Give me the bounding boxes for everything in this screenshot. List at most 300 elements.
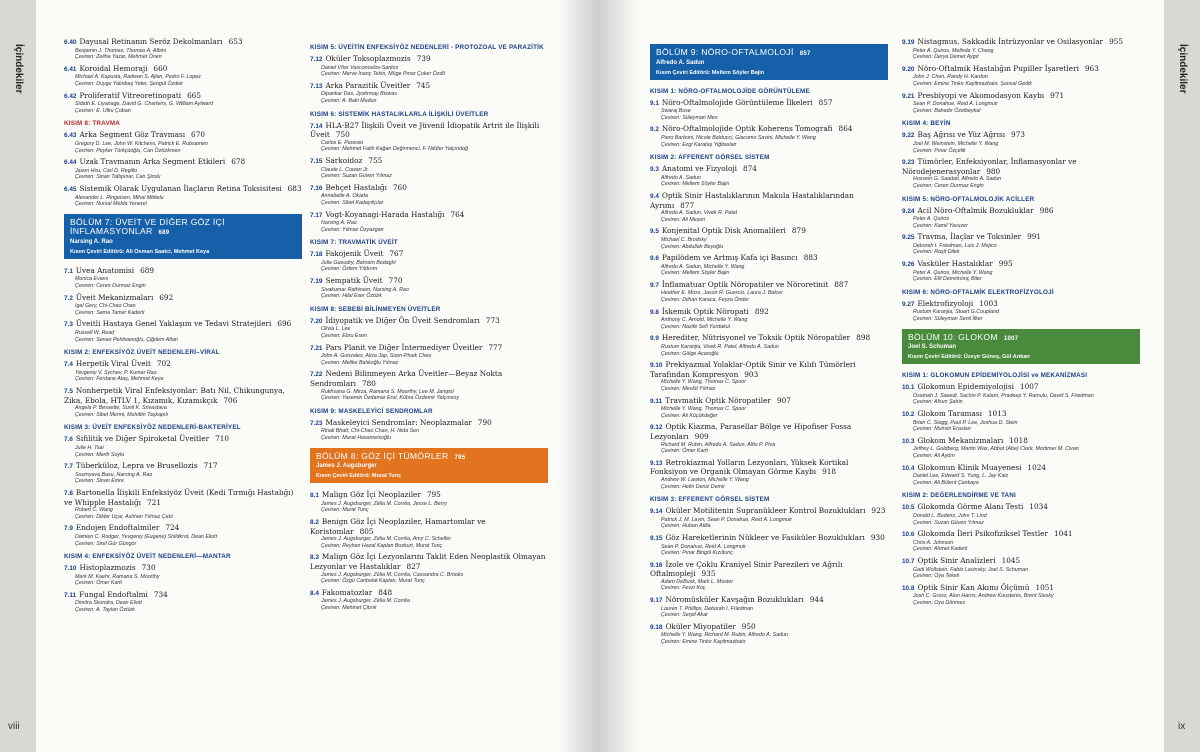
chapter-number: 7.22	[310, 371, 323, 379]
toc-entry	[310, 491, 548, 514]
chapter-number: 7.6	[64, 436, 73, 444]
chapter-title: Sistemik Olarak Uygulanan İlaçların Retina Toksisitesi	[79, 183, 282, 193]
translators: Çeviren: Sema Tamer Kaderli	[75, 309, 145, 316]
authors: Angela P. Bessette, Sunil K. Srivastava	[75, 405, 167, 412]
section-heading: KISIM 3: EFFERENT GÖRSEL SİSTEM	[650, 496, 770, 504]
authors: Heather E. Moss, Jason R. Guercio, Laura J. Balcer	[661, 290, 783, 297]
page-ref: 745	[416, 80, 431, 90]
entry-title-line	[310, 491, 548, 501]
authors: Daniel Vítor Vasconcelos-Santos	[321, 64, 399, 71]
toc-entry	[650, 254, 888, 277]
section-heading: KISIM 8: SEBEBİ BİLİNMEYEN ÜVEİTLER	[310, 305, 441, 313]
page-ref: 724	[165, 523, 180, 533]
entry-title-line	[310, 55, 548, 65]
toc-entry	[902, 65, 1140, 88]
entry-title-line	[902, 437, 1140, 447]
page-ref: 935	[701, 569, 716, 579]
toc-entry	[650, 423, 888, 454]
chapter-title: Optik Sinir Analizleri	[917, 555, 996, 565]
translators: Çeviren: Oya Tekeli	[913, 573, 960, 580]
toc-entry	[64, 564, 302, 587]
section-heading: KISIM 4: BEYİN	[902, 120, 951, 128]
page-ref: 660	[153, 63, 168, 73]
chapter-title: Travmatik Optik Nöropatiler	[665, 395, 771, 405]
chapter-number: 6.43	[64, 132, 77, 140]
translators: Çeviren: Murat Hasanreisoğlu	[321, 434, 392, 441]
part-editor: Kısım Çeviri Editörü: Ali Osman Saatci, Mehmet Keya	[70, 248, 210, 255]
entry-title-line	[902, 158, 1140, 176]
toc-entry	[310, 589, 548, 612]
left-gutter-shadow	[558, 0, 598, 752]
chapter-title: Göz Hareketlerinin Nükleer ve Fasiküler Bozuklukları	[665, 532, 865, 542]
part-editor: Kısım Çeviri Editörü: Üzeyir Güneş, Gül Arıkan	[908, 354, 1030, 361]
authors: Alfredo A. Sadun	[661, 174, 701, 181]
chapter-title: Vogt-Koyanagi-Harada Hastalığı	[325, 209, 445, 219]
authors: Jason Hsu, Carl D. Regillo	[75, 167, 138, 174]
entry-title-line	[64, 158, 302, 168]
section-heading: KISIM 2: AFFERENT GÖRSEL SİSTEM	[650, 154, 770, 162]
page-ref: 980	[986, 166, 1001, 176]
entry-title-line	[650, 227, 888, 237]
authors: Dimitra Skondra, Dean Eliott	[75, 600, 142, 607]
chapter-number: 9.25	[902, 234, 915, 242]
chapter-title: Nedeni Bilinmeyen Arka Üveitler—Beyaz Nokta Sendromları	[310, 369, 503, 388]
authors: Lauren T. Phillips, Deborah I. Friedman	[661, 605, 753, 612]
toc-entry	[650, 99, 888, 122]
chapter-number: 9.21	[902, 92, 915, 100]
page-ref: 918	[822, 467, 837, 477]
toc-entry	[902, 300, 1140, 323]
translators: Çeviren: Muhsin Eraslan	[913, 426, 971, 433]
translators: Çeviren: Emine Tinkır Kayitmazbatır, Şansal Gedik	[913, 80, 1032, 87]
part-editor: Kısım Çeviri Editörü: Murat Tunç	[316, 473, 402, 480]
chapter-number: 10.3	[902, 437, 915, 445]
entry-title-line	[310, 157, 548, 167]
translators: Çeviren: Gölge Acaroğlu	[661, 350, 719, 357]
chapter-title: Arka Segment Göz Travması	[79, 130, 186, 140]
page-ref: 670	[191, 130, 205, 140]
section-heading: KISIM 5: ÜVEİTİN ENFEKSİYÖZ NEDENLERİ - PROTOZOAL VE PARAZİTİK	[310, 44, 544, 51]
chapter-title: HLA-B27 İlişkili Üveit ve Jüvenil İdiopatik Artrit ile İlişkili Üveit	[310, 120, 540, 140]
chapter-number: 7.4	[64, 361, 73, 369]
translators: Çeviren: Nursal Melda Yenerel	[75, 201, 147, 208]
authors: Donald L. Budenz, John T. Lind	[913, 512, 987, 519]
toc-entry	[310, 344, 548, 367]
page-ref: 683	[287, 183, 302, 193]
chapter-number: 9.19	[902, 39, 915, 46]
translators: Çeviren: Nazife Sefi Yurdakul	[661, 323, 730, 330]
chapter-number: 7.5	[64, 388, 73, 395]
toc-entry	[650, 125, 888, 148]
toc-entry	[64, 360, 302, 383]
translators: Çeviren: Derya Demet Aygıt	[913, 54, 979, 61]
entry-title-line	[650, 254, 888, 264]
chapter-title: Glokom Mekanizmaları	[917, 435, 1004, 445]
chapter-title: İzole ve Çoklu Kraniyel Sinir Parezileri ve Ağrılı Oftalmopleji	[650, 559, 843, 579]
authors: Alfredo A. Sadun, Michelle Y. Wang	[661, 263, 745, 270]
translators: Çeviren: Kamil Yavuzer	[913, 222, 968, 229]
chapter-title: Fungal Endoftalmi	[79, 589, 148, 599]
chapter-number: 9.14	[650, 508, 663, 516]
toc-entry	[650, 192, 888, 223]
authors: Robert C. Wang	[75, 507, 113, 514]
authors: Andrew W. Lawton, Michelle Y. Wang	[661, 476, 749, 483]
part-title: BÖLÜM 7: ÜVEİT VE DİĞER GÖZ İÇİ İNFLAMASYONLAR	[70, 216, 225, 237]
chapter-title: Elektrofizyoloji	[917, 298, 974, 308]
page-ref: 805	[359, 526, 374, 536]
toc-entry	[64, 65, 302, 88]
entry-title-line	[64, 387, 302, 405]
chapter-number: 7.9	[64, 525, 73, 533]
authors: Yevgeniy V. Sychev, P. Kumar Rao	[75, 369, 157, 376]
section-heading: KISIM 2: ENFEKSİYÖZ ÜVEİT NEDENLERİ–VİRAL	[64, 349, 220, 357]
authors: Rustum Karanjia, Vivek R. Patel, Alfredo A. Sadun	[661, 344, 779, 351]
toc-entry	[650, 361, 888, 392]
page-ref: 721	[147, 497, 161, 507]
authors: Mark M. Kaehr, Ramana S. Moorthy	[75, 573, 160, 580]
authors: Gregory D. Lee, John W. Kitchens, Patrick E. Rubsamen	[75, 140, 208, 147]
chapter-title: Koroidal Hemoraji	[79, 63, 148, 73]
translators: Çeviren: Duygu Yalınbaş Yeter, Şengül Özdek	[75, 80, 183, 87]
toc-entry	[902, 437, 1140, 460]
translators: Çeviren: Murat Tunç	[321, 507, 369, 514]
entry-title-line	[650, 361, 888, 379]
entry-title-line	[310, 589, 548, 599]
translators: Çeviren: Suzan Güven Yılmaz	[321, 173, 392, 180]
part-header-box	[310, 448, 548, 484]
authors: Rinali Bhatt, Chi-Chao Chan, H. Nida Sen	[321, 428, 420, 435]
chapter-number: 7.11	[64, 591, 77, 599]
chapter-title: Sifilitik ve Diğer Spiroketal Üveitler	[75, 434, 210, 444]
entry-title-line	[902, 92, 1140, 102]
page-ref: 795	[426, 490, 441, 500]
part-title-line	[316, 452, 542, 464]
page-ref: 874	[742, 164, 757, 174]
chapter-number: 9.22	[902, 132, 915, 140]
entry-title-line	[64, 489, 302, 507]
translators: Çeviren: Ali Aydın	[913, 452, 955, 459]
page-ref: 739	[416, 54, 431, 63]
entry-title-line	[902, 131, 1140, 141]
page-ref: 1024	[1027, 462, 1046, 472]
toc-entry	[64, 131, 302, 154]
chapter-number: 7.1	[64, 267, 73, 275]
entry-title-line	[902, 260, 1140, 270]
page-ref: 665	[187, 90, 202, 100]
translators: Çeviren: Mehmet Fatih Kağan Değirmenci, F. Nilüfer Yalçındağ	[321, 146, 468, 153]
translators: Çeviren: Ebru Esen	[321, 333, 367, 340]
page-ref: 1051	[1035, 582, 1055, 592]
toc-entry	[310, 55, 548, 78]
page-ref: 827	[406, 561, 421, 571]
chapter-number: 7.17	[310, 211, 323, 219]
page-ref: 730	[141, 563, 156, 573]
translators: Çeviren: Melike Balıkoğlu Yılmaz	[321, 359, 399, 366]
entry-title-line	[64, 65, 302, 75]
chapter-number: 9.18	[650, 623, 663, 631]
right-side-tab	[1164, 0, 1200, 752]
chapter-title: Presbiyopi ve Akomodasyon Kaybı	[917, 90, 1045, 100]
authors: James J. Augsburger, Zélia M. Corrêa, Cassandra C. Brooks	[321, 571, 464, 578]
chapter-title: Sempatik Üveit	[325, 276, 383, 286]
chapter-number: 6.42	[64, 92, 77, 100]
authors: Richard M. Rubin, Alfredo A. Sadun, Alfio P. Piva	[661, 441, 776, 448]
toc-entry	[650, 507, 888, 530]
part-editor: Kısım Çeviri Editörü: Meltem Söyler Bajin	[656, 69, 765, 76]
translators: Çeviren: Özgü Canbolat Kaplan, Murat Tunç	[321, 578, 425, 585]
page-ref: 879	[791, 226, 806, 236]
page-ref: 887	[834, 279, 849, 289]
part-title-line	[70, 218, 296, 239]
entry-title-line	[650, 561, 888, 579]
page-ref: 790	[477, 417, 492, 427]
page-ref: 930	[870, 532, 885, 542]
translators: Çeviren: Sibel Mermi, Muhittin Taşkapılı	[75, 411, 169, 418]
section-heading: KISIM 7: TRAVMATİK ÜVEİT	[310, 239, 398, 247]
part-author: Alfredo A. Sadun	[656, 59, 705, 66]
chapter-title: Vasküler Hastalıklar	[917, 259, 993, 269]
chapter-title: Malign Göz İçi Neoplaziler	[321, 490, 421, 500]
toc-entry	[64, 524, 302, 547]
entry-title-line	[650, 165, 888, 175]
chapter-title: Acil Nöro-Oftalmik Bozukluklar	[917, 205, 1034, 215]
part-author: James J. Augsburger	[316, 463, 377, 470]
translators: Çeviren: A. Baki Mudun	[321, 97, 377, 104]
chapter-title: Herpetik Viral Üveit	[75, 359, 151, 369]
chapter-number: 6.41	[64, 65, 77, 73]
authors: Gadi Wollstein, Fabio Lavinsky, Joel S. Schuman	[913, 566, 1029, 573]
entry-title-line	[310, 250, 548, 260]
entry-title-line	[310, 419, 548, 429]
part-title: BÖLÜM 8: GÖZ İÇİ TÜMÖRLER	[316, 450, 449, 461]
translators: Çeviren: Ömer Karti	[661, 448, 708, 455]
section-heading: KISIM 9: MASKELEYİCİ SENDROMLAR	[310, 407, 433, 415]
chapter-number: 9.1	[650, 99, 659, 107]
page-ref: 678	[231, 157, 246, 167]
authors: Michael A. Kapusta, Radwan S. Ajlan, Pedro F. Lopez	[75, 74, 201, 81]
entry-title-line	[64, 524, 302, 534]
toc-entry	[650, 165, 888, 188]
chapter-title: Nonherpetik Viral Enfeksiyonlar: Batı Nil, Chikungunya, Zika, Ebola, HTLV 1, Kızamık, Kızamıkçık	[64, 386, 285, 405]
chapter-title: Retrokiazmal Yolların Lezyonları, Yüksek Kortikal Fonksiyon ve Organik Olmayan Görme Kaybı	[650, 457, 849, 477]
chapter-number: 9.7	[650, 281, 659, 289]
toc-column-4	[902, 38, 1140, 610]
chapter-title: İskemik Optik Nöropati	[661, 306, 749, 316]
part-page-ref: 689	[158, 230, 170, 237]
translators: Çeviren: Huban Atilla	[661, 523, 711, 530]
entry-title-line	[650, 99, 888, 109]
authors: James J. Augsburger, Zélia M. Corrêa, Jesse L. Berry	[321, 500, 447, 507]
chapter-title: Baş Ağrısı ve Yüz Ağrısı	[917, 130, 1006, 140]
page-ref: 991	[1027, 232, 1042, 242]
chapter-title: Nistagmus, Sakkadik İntrüzyonlar ve Osilasyonlar	[917, 37, 1104, 46]
translators: Çeviren: Sinan Emre	[75, 478, 124, 485]
entry-title-line	[902, 530, 1140, 540]
entry-title-line	[650, 397, 888, 407]
entry-title-line	[64, 92, 302, 102]
chapter-title: Glokomun Klinik Muayenesi	[917, 462, 1022, 472]
authors: Piero Barboni, Nicole Balducci, Giacomo Savini, Michelle Y. Wang	[661, 134, 816, 141]
page-ref: 944	[809, 595, 824, 605]
toc-entry	[64, 591, 302, 614]
translators: Çeviren: Yasemin Özdamar Erol, Kübra Özdemir Yalçınsoy	[321, 395, 459, 402]
toc-entry	[64, 185, 302, 208]
entry-title-line	[902, 383, 1140, 393]
chapter-title: Optik Kiazma, Parasellar Bölge ve Hipofiser Fossa Lezyonları	[650, 422, 852, 441]
toc-entry	[310, 277, 548, 300]
translators: Çeviren: Afsun Şahin	[913, 399, 963, 406]
section-heading: KISIM 6: SİSTEMİK HASTALIKLARLA İLİŞKİLİ ÜVEİTLER	[310, 110, 489, 118]
chapter-number: 9.17	[650, 597, 663, 605]
chapter-number: 8.3	[310, 554, 319, 562]
entry-title-line	[310, 518, 548, 536]
page-ref: 898	[856, 333, 871, 343]
authors: Dipankar Das, Jyotirmay Biswas	[321, 91, 397, 98]
translators: Çeviren: Ali Bülent Çankaya	[913, 479, 979, 486]
chapter-title: Prekiyazmal Yolaklar-Optik Sinir ve Kılıfı Tümörleri Tarafından Kompresyon	[650, 360, 856, 379]
toc-entry	[64, 267, 302, 290]
chapter-number: 10.5	[902, 504, 915, 512]
entry-title-line	[650, 125, 888, 135]
chapter-title: Fakomatozlar	[321, 587, 373, 597]
authors: Michelle Y. Wang, Thomas C. Spoor	[661, 406, 746, 413]
toc-entry	[902, 530, 1140, 553]
chapter-number: 7.14	[310, 122, 323, 130]
translators: Çeviren: Ezgi Karataş Yiğitaslan	[661, 141, 737, 148]
toc-entry	[650, 623, 888, 646]
chapter-number: 9.20	[902, 65, 915, 73]
entry-title-line	[64, 462, 302, 472]
chapter-number: 8.2	[310, 518, 319, 526]
translators: Çeviren: Peyker Türkçüoğlu, Can Öztürkmen	[75, 147, 181, 154]
chapter-title: Oküler Toksoplazmozis	[325, 54, 411, 63]
chapter-number: 10.2	[902, 411, 915, 418]
authors: Sean P. Donahue, Reid A. Longmuir	[913, 101, 998, 108]
entry-title-line	[650, 534, 888, 544]
translators: Çeviren: Mevlüt Yılmaz	[661, 386, 716, 392]
entry-title-line	[64, 320, 302, 330]
page-ref: 903	[744, 369, 759, 379]
page-ref: 717	[203, 461, 218, 471]
page-ref: 1013	[987, 409, 1007, 418]
chapter-number: 9.24	[902, 207, 915, 215]
section-heading: KISIM 5: NÖRO-OFTALMOLOJİK ACİLLER	[902, 195, 1035, 203]
authors: Brian C. Stagg, Paul P. Lee, Joshua D. Stein	[913, 419, 1018, 426]
toc-entry	[902, 383, 1140, 406]
part-author: Joel S. Schuman	[908, 344, 957, 351]
page-ref: 1045	[1001, 555, 1021, 565]
toc-entry	[64, 489, 302, 520]
chapter-number: 6.40	[64, 39, 77, 46]
entry-title-line	[64, 38, 302, 48]
page-ref: 877	[680, 200, 695, 210]
page-ref: 773	[485, 315, 500, 325]
toc-entry	[64, 38, 302, 61]
translators: Çeviren: Dilhan Karaca, Feyza Önder	[661, 297, 750, 304]
part-title: BÖLÜM 10: GLOKOM	[908, 331, 998, 342]
toc-entry	[650, 534, 888, 557]
toc-entry	[310, 82, 548, 105]
page-ref: 1034	[1029, 502, 1048, 512]
authors: Michelle Y. Wang, Richard M. Rubin, Alfredo A. Sadun	[661, 632, 788, 639]
page-ref: 963	[1084, 63, 1099, 73]
authors: Michelle Y. Wang, Thomas C. Spoor	[661, 379, 746, 386]
page-ref: 767	[389, 249, 404, 259]
authors: Damien C. Rodger, Yevgeniy (Eugene) Shildkrot, Dean Eliott	[75, 533, 218, 540]
translators: Çeviren: Ali Küçükdeğer	[661, 412, 718, 419]
authors: John A. Gonzales, Aliza Jap, Soon-Phaik Chee	[321, 353, 432, 360]
chapter-title: Sarkoidoz	[325, 155, 363, 165]
entry-title-line	[64, 591, 302, 601]
translators: Çeviren: Ahmet Kaderli	[913, 546, 968, 553]
chapter-title: Dayusal Retinanın Seröz Dekolmanları	[79, 37, 223, 46]
chapter-number: 6.45	[64, 185, 77, 193]
page-ref: 1003	[979, 298, 998, 308]
chapter-number: 8.4	[310, 589, 319, 597]
chapter-title: Benign Göz İçi Neoplaziler, Hamartomlar ve Koristomlar	[310, 516, 486, 536]
page-ref: 1007	[1019, 382, 1039, 392]
translators: Çeviren: Suzan Güven Yılmaz	[913, 519, 984, 526]
translators: Çeviren: Sibel Kadayıfçılar	[321, 199, 384, 206]
entry-title-line	[310, 122, 548, 140]
authors: Carlos E. Pavesio	[321, 139, 364, 146]
part-page-ref: 795	[454, 454, 466, 461]
toc-entry	[310, 250, 548, 273]
authors: Joel M. Weinstein, Michelle Y. Wang	[913, 140, 999, 147]
chapter-number: 8.1	[310, 492, 319, 500]
chapter-number: 10.6	[902, 531, 915, 539]
left-page	[0, 0, 598, 752]
part-title-line	[908, 333, 1134, 345]
toc-entry	[902, 233, 1140, 256]
chapter-title: Travma, İlaçlar ve Toksinler	[917, 232, 1022, 242]
chapter-number: 9.15	[650, 534, 663, 542]
authors: Soumyava Basu, Narsing A. Rao	[75, 471, 153, 478]
toc-entry	[650, 281, 888, 304]
chapter-number: 10.4	[902, 464, 915, 472]
entry-title-line	[64, 360, 302, 370]
entry-title-line	[902, 503, 1140, 513]
translators: Çeviren: Meltem Söyler Bajin	[661, 181, 730, 188]
chapter-number: 7.12	[310, 56, 323, 63]
chapter-title: Oküler Motilitenin Supranükleer Kontrol Bozuklukları	[665, 506, 866, 516]
page-ref: 780	[362, 379, 376, 388]
toc-entry	[902, 557, 1140, 580]
page-ref: 764	[450, 209, 465, 219]
authors: Peter A. Quiros, Melinda Y. Chang	[913, 47, 994, 54]
entry-title-line	[310, 553, 548, 571]
translators: Çeviren: Ceren Durmaz Engin	[913, 182, 984, 189]
chapter-title: Fakojenik Üveit	[325, 249, 384, 259]
chapter-number: 7.2	[64, 294, 73, 302]
toc-entry	[650, 596, 888, 619]
chapter-number: 7.21	[310, 344, 323, 352]
entry-title-line	[310, 277, 548, 287]
entry-title-line	[650, 596, 888, 606]
chapter-number: 7.3	[64, 321, 73, 329]
entry-title-line	[64, 564, 302, 574]
chapter-title: Optik Sinir Kan Akımı Ölçümü	[917, 582, 1030, 592]
chapter-title: Nöro-Oftalmolojide Optik Koherens Tomografi	[661, 124, 833, 134]
page-ref: 1018	[1009, 435, 1028, 445]
chapter-number: 9.23	[902, 159, 915, 167]
translators: Çeviren: Mehmet Çitırık	[321, 604, 377, 611]
left-tab-label: İçindekiler	[13, 44, 24, 94]
chapter-title: Nöro-Oftalmik Hastalığın Pupiller İşaretleri	[917, 63, 1079, 73]
chapter-number: 9.12	[650, 424, 663, 432]
authors: Peter A. Quiros	[913, 216, 950, 223]
chapter-title: Histoplazmozis	[79, 563, 136, 573]
